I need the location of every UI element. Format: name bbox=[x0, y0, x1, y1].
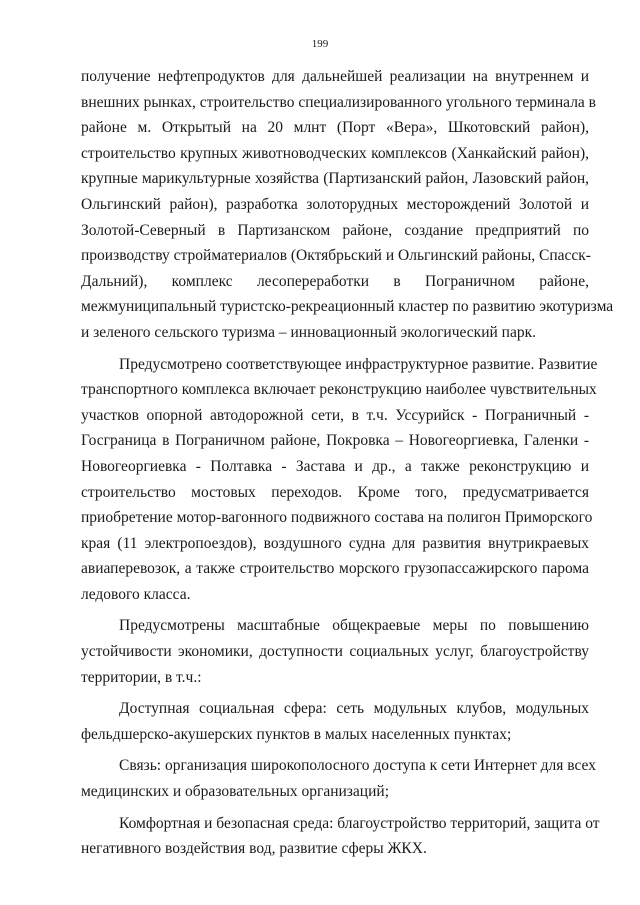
text-line: получение нефтепродуктов для дальнейшей реализации на внутреннем и bbox=[81, 68, 589, 85]
text-line: районе м. Открытый на 20 млнт (Порт «Вера», Шкотовский район), bbox=[81, 119, 589, 137]
text-line: Новогеоргиевка - Полтавка - Застава и др., а также реконструкцию и bbox=[81, 457, 589, 475]
text-line: строительство крупных животноводческих комплексов (Ханкайский район), bbox=[81, 144, 589, 162]
text-line: внешних рынках, строительство специализированного угольного терминала в bbox=[81, 93, 597, 111]
page-number: 199 bbox=[311, 38, 329, 50]
text-line: участков опорной автодорожной сети, в т.ч. Уссурийск - Пограничный - bbox=[81, 406, 589, 424]
text-line: Связь: организация широкополосного доступа к сети Интернет для всех bbox=[119, 757, 596, 775]
text-line: негативного воздействия вод, развитие сферы ЖКХ. bbox=[81, 840, 427, 858]
paragraph-4 bbox=[81, 696, 589, 747]
text-line: авиаперевозок, а также строительство морского грузопассажирского парома bbox=[81, 560, 589, 578]
text-line: Госграница в Пограничном районе, Покровка – Новогеоргиевка, Галенки - bbox=[81, 432, 589, 450]
paragraph-5 bbox=[81, 753, 596, 804]
text-line: строительство мостовых переходов. Кроме того, предусматривается bbox=[81, 483, 589, 501]
text-line: производству стройматериалов (Октябрьский и Ольгинский районы, Спасск- bbox=[81, 247, 591, 265]
text-line: края (11 электропоездов), воздушного судна для развития внутрикраевых bbox=[81, 534, 589, 552]
text-line: медицинских и образовательных организаций; bbox=[81, 783, 390, 801]
text-line: Предусмотрены масштабные общекраевые меры по повышению bbox=[119, 617, 589, 635]
text-line: Комфортная и безопасная среда: благоустройство территорий, защита от bbox=[119, 814, 600, 832]
paragraph-3 bbox=[81, 613, 589, 690]
text-line: Дальний), комплекс лесопереработки в Пограничном районе, bbox=[81, 272, 589, 290]
text-line: устойчивости экономики, доступности социальных услуг, благоустройству bbox=[81, 643, 589, 661]
text-line: фельдшерско-акушерских пунктов в малых населенных пунктах; bbox=[81, 725, 512, 743]
text-line: крупные марикультурные хозяйства (Партизанский район, Лазовский район, bbox=[81, 170, 589, 188]
paragraph-6 bbox=[81, 811, 600, 862]
text-line: территории, в т.ч.: bbox=[81, 668, 202, 686]
paragraph-1 bbox=[81, 64, 614, 346]
text-line: транспортного комплекса включает реконструкцию наиболее чувствительных bbox=[81, 381, 597, 399]
text-line: межмуниципальный туристско-рекреационный кластер по развитию экотуризма bbox=[81, 298, 614, 316]
text-line: и зеленого сельского туризма – инновационный экологический парк. bbox=[81, 323, 536, 341]
text-line: Ольгинский район), разработка золоторудных месторождений Золотой и bbox=[81, 195, 589, 213]
text-line: ледового класса. bbox=[81, 585, 191, 603]
text-line: Доступная социальная сфера: сеть модульных клубов, модульных bbox=[119, 700, 589, 718]
text-line: Золотой-Северный в Партизанском районе, создание предприятий по bbox=[81, 221, 589, 239]
text-line: Предусмотрено соответствующее инфраструктурное развитие. Развитие bbox=[119, 355, 598, 373]
text-line: приобретение мотор-вагонного подвижного состава на полигон Приморского bbox=[81, 509, 593, 527]
paragraph-2 bbox=[81, 352, 598, 608]
body-text bbox=[81, 64, 614, 862]
